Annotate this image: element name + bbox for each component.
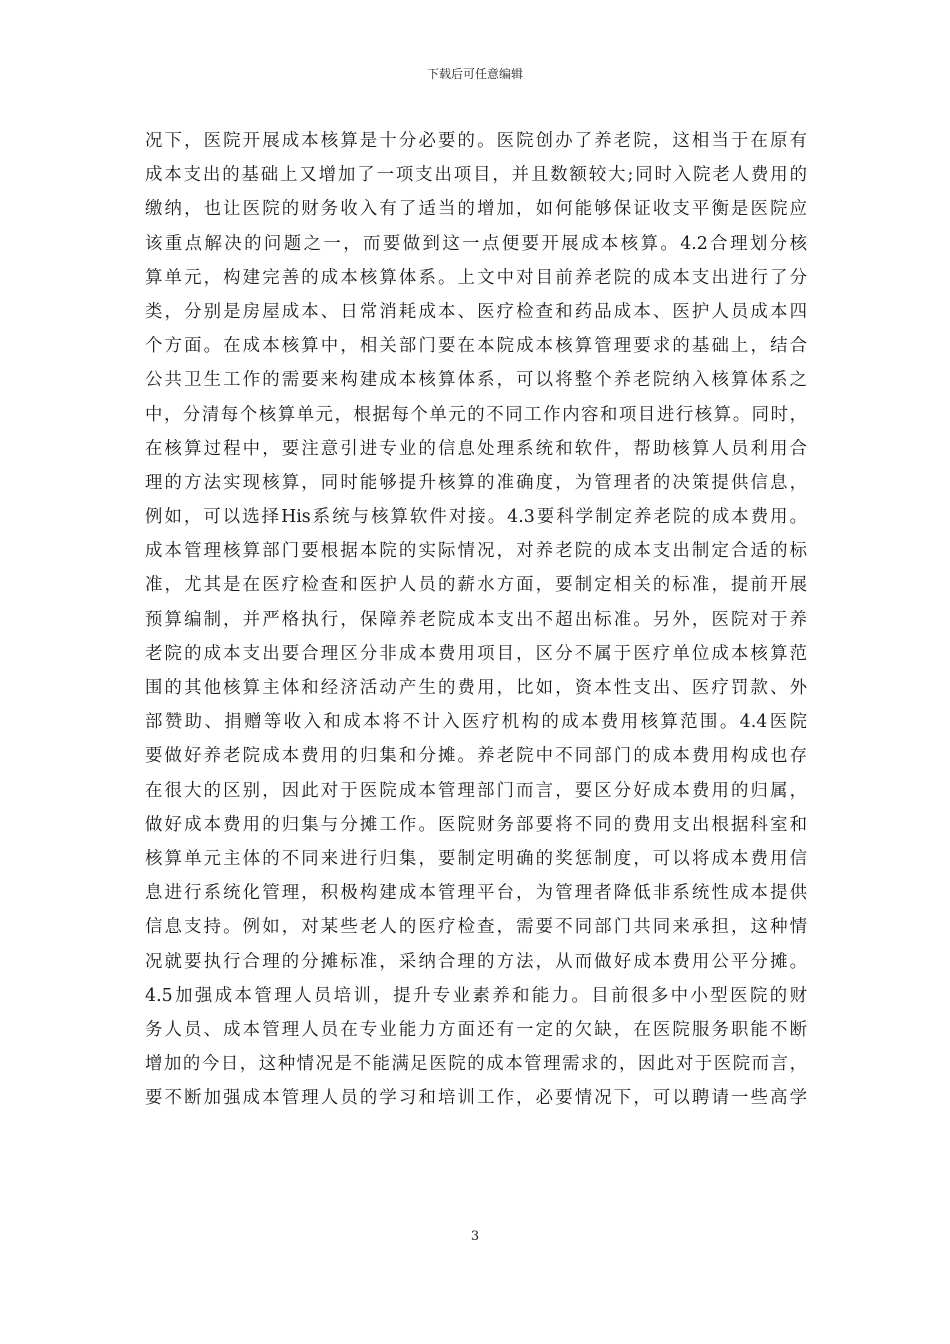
body-line: 类，分别是房屋成本、日常消耗成本、医疗检查和药品成本、医护人员成本四 <box>145 301 807 322</box>
body-line: 缴纳，也让医院的财务收入有了适当的增加，如何能够保证收支平衡是医院应 <box>145 199 807 220</box>
body-line: 要不断加强成本管理人员的学习和培训工作，必要情况下，可以聘请一些高学 <box>145 1088 807 1109</box>
document-body <box>145 124 807 1115</box>
body-line: 况就要执行合理的分摊标准，采纳合理的方法，从而做好成本费用公平分摊。 <box>145 951 807 972</box>
body-line: 部赞助、捐赠等收入和成本将不计入医疗机构的成本费用核算范围。4.4医院 <box>145 712 807 733</box>
body-line: 该重点解决的问题之一，而要做到这一点便要开展成本核算。4.2合理划分核 <box>145 233 807 254</box>
body-line: 中，分清每个核算单元，根据每个单元的不同工作内容和项目进行核算。同时， <box>145 404 807 425</box>
body-line: 公共卫生工作的需要来构建成本核算体系，可以将整个养老院纳入核算体系之 <box>145 370 807 391</box>
page-number-text: 3 <box>470 1229 480 1244</box>
body-line: 4.5加强成本管理人员培训，提升专业素养和能力。目前很多中小型医院的财 <box>145 985 807 1006</box>
body-line: 成本管理核算部门要根据本院的实际情况，对养老院的成本支出制定合适的标 <box>145 541 807 562</box>
body-line: 息进行系统化管理，积极构建成本管理平台，为管理者降低非系统性成本提供 <box>145 883 807 904</box>
body-line: 老院的成本支出要合理区分非成本费用项目，区分不属于医疗单位成本核算范 <box>145 643 807 664</box>
body-line: 要做好养老院成本费用的归集和分摊。养老院中不同部门的成本费用构成也存 <box>145 746 807 767</box>
body-line: 核算单元主体的不同来进行归集，要制定明确的奖惩制度，可以将成本费用信 <box>145 848 807 869</box>
body-line: 准，尤其是在医疗检查和医护人员的薪水方面，要制定相关的标准，提前开展 <box>145 575 807 596</box>
body-line: 例如，可以选择His系统与核算软件对接。4.3要科学制定养老院的成本费用。 <box>145 507 807 528</box>
body-line: 个方面。在成本核算中，相关部门要在本院成本核算管理要求的基础上，结合 <box>145 336 807 357</box>
body-line: 算单元，构建完善的成本核算体系。上文中对目前养老院的成本支出进行了分 <box>145 267 807 288</box>
body-line: 做好成本费用的归集与分摊工作。医院财务部要将不同的费用支出根据科室和 <box>145 814 807 835</box>
body-line: 在很大的区别，因此对于医院成本管理部门而言，要区分好成本费用的归属， <box>145 780 807 801</box>
body-line: 理的方法实现核算，同时能够提升核算的准确度，为管理者的决策提供信息， <box>145 472 807 493</box>
body-line: 务人员、成本管理人员在专业能力方面还有一定的欠缺，在医院服务职能不断 <box>145 1019 807 1040</box>
body-line: 增加的今日，这种情况是不能满足医院的成本管理需求的，因此对于医院而言， <box>145 1054 807 1075</box>
body-line: 信息支持。例如，对某些老人的医疗检查，需要不同部门共同来承担，这种情 <box>145 917 807 938</box>
page-number <box>0 1229 950 1245</box>
header-text: 下载后可任意编辑 <box>426 67 523 81</box>
body-line: 在核算过程中，要注意引进专业的信息处理系统和软件，帮助核算人员利用合 <box>145 438 807 459</box>
body-line: 成本支出的基础上又增加了一项支出项目，并且数额较大;同时入院老人费用的 <box>145 165 807 186</box>
body-line: 况下，医院开展成本核算是十分必要的。医院创办了养老院，这相当于在原有 <box>145 131 807 151</box>
body-line: 预算编制，并严格执行，保障养老院成本支出不超出标准。另外，医院对于养 <box>145 609 807 630</box>
body-line: 围的其他核算主体和经济活动产生的费用，比如，资本性支出、医疗罚款、外 <box>145 678 807 698</box>
page-header <box>0 66 950 82</box>
